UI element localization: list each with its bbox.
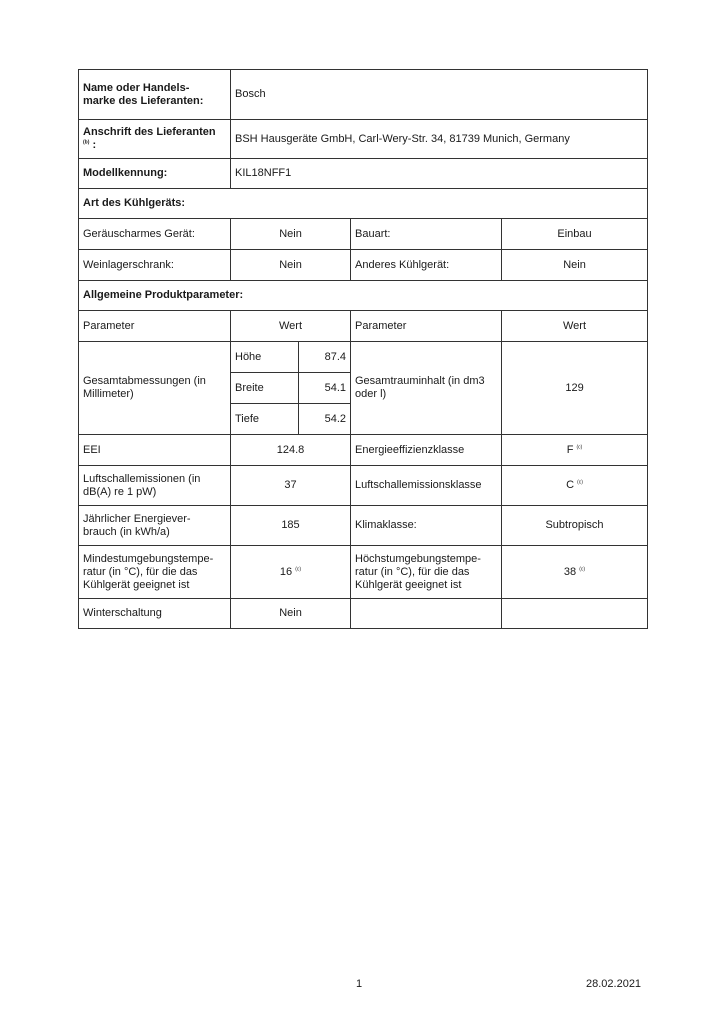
consumption-value: 185 xyxy=(231,506,351,546)
max-temp-cell xyxy=(502,546,648,599)
model-row xyxy=(79,159,648,189)
max-temp-label-line2: ratur (in °C), für die das xyxy=(355,565,470,578)
min-temp-cell xyxy=(231,546,351,599)
noise-row xyxy=(79,466,648,506)
volume-label: Gesamtrauminhalt (in dm3 oder l) xyxy=(351,342,502,435)
supplier-address-label xyxy=(79,120,231,159)
min-temp-label xyxy=(79,546,231,599)
energy-class-note: (c) xyxy=(576,443,583,450)
min-temp-label-line1: Mindestumgebungstempe- xyxy=(83,552,214,565)
eei-label: EEI xyxy=(79,435,231,466)
supplier-name-row xyxy=(79,70,648,120)
other-value: Nein xyxy=(502,250,648,281)
supplier-address-row xyxy=(79,120,648,159)
noise-value: 37 xyxy=(231,466,351,506)
winter-row xyxy=(79,599,648,629)
page-number: 1 xyxy=(356,978,363,990)
model-label: Modellkennung: xyxy=(79,159,231,189)
min-temp-label-line2: ratur (in °C), für die das xyxy=(83,565,198,578)
dims-row-height xyxy=(79,342,648,373)
model-value: KIL18NFF1 xyxy=(231,159,648,189)
depth-value: 54.2 xyxy=(299,404,351,435)
supplier-name-label xyxy=(79,70,231,120)
supplier-address-note: (b) xyxy=(83,139,90,146)
col-value-header: Wert xyxy=(231,311,351,342)
eei-row xyxy=(79,435,648,466)
consumption-label xyxy=(79,506,231,546)
low-noise-label: Geräuscharmes Gerät: xyxy=(79,219,231,250)
wine-value: Nein xyxy=(231,250,351,281)
temp-row xyxy=(79,546,648,599)
noise-label: Luftschallemissionen (in dB(A) re 1 pW) xyxy=(79,466,231,506)
volume-value: 129 xyxy=(502,342,648,435)
noise-class-cell xyxy=(502,466,648,506)
energy-class-cell xyxy=(502,435,648,466)
params-heading: Allgemeine Produktparameter: xyxy=(79,281,648,311)
footer-date: 28.02.2021 xyxy=(586,978,642,990)
consumption-label-line1: Jährlicher Energiever- xyxy=(83,512,191,525)
consumption-row xyxy=(79,506,648,546)
consumption-label-line2: brauch (in kWh/a) xyxy=(83,525,170,538)
winter-value: Nein xyxy=(231,599,351,629)
supplier-name-label-line1: Name oder Handels- xyxy=(83,81,190,94)
params-heading-row xyxy=(79,281,648,311)
dims-label: Gesamtabmessungen (in Millimeter) xyxy=(79,342,231,435)
design-value: Einbau xyxy=(502,219,648,250)
wine-label: Weinlagerschrank: xyxy=(79,250,231,281)
supplier-name-label-line2: marke des Lieferanten: xyxy=(83,94,204,107)
min-temp-value: 16 xyxy=(279,565,293,578)
col-param-header: Parameter xyxy=(79,311,231,342)
min-temp-note: (c) xyxy=(295,565,302,572)
max-temp-note: (c) xyxy=(579,565,586,572)
height-label: Höhe xyxy=(231,342,299,373)
max-temp-label xyxy=(351,546,502,599)
wine-row xyxy=(79,250,648,281)
min-temp-label-line3: Kühlgerät geeignet ist xyxy=(83,578,190,591)
noise-class-value: C xyxy=(566,479,575,491)
winter-empty-cell-2 xyxy=(502,599,648,629)
other-label: Anderes Kühlgerät: xyxy=(351,250,502,281)
design-label: Bauart: xyxy=(351,219,502,250)
climate-value: Subtropisch xyxy=(502,506,648,546)
params-header-row xyxy=(79,311,648,342)
noise-class-note: (c) xyxy=(577,479,583,486)
climate-label: Klimaklasse: xyxy=(351,506,502,546)
noise-class-label: Luftschallemissionsklasse xyxy=(351,466,502,506)
depth-label: Tiefe xyxy=(231,404,299,435)
appliance-type-heading: Art des Kühlgeräts: xyxy=(79,189,648,219)
max-temp-value: 38 xyxy=(563,565,577,578)
width-value: 54.1 xyxy=(299,373,351,404)
product-info-table xyxy=(78,69,648,629)
energy-class-label: Energieeffizienzklasse xyxy=(351,435,502,466)
max-temp-label-line1: Höchstumgebungstempe- xyxy=(355,552,481,565)
col-value2-header: Wert xyxy=(502,311,648,342)
winter-label: Winterschaltung xyxy=(79,599,231,629)
appliance-type-heading-row xyxy=(79,189,648,219)
low-noise-value: Nein xyxy=(231,219,351,250)
winter-empty-cell-1 xyxy=(351,599,502,629)
supplier-name-value: Bosch xyxy=(231,70,648,120)
eei-value: 124.8 xyxy=(231,435,351,466)
max-temp-label-line3: Kühlgerät geeignet ist xyxy=(355,578,462,591)
supplier-address-colon: : xyxy=(92,139,97,151)
energy-class-value: F xyxy=(566,443,574,456)
col-param2-header: Parameter xyxy=(351,311,502,342)
supplier-address-value: BSH Hausgeräte GmbH, Carl-Wery-Str. 34, 81739 Munich, Germany xyxy=(231,120,648,159)
height-value: 87.4 xyxy=(299,342,351,373)
width-label: Breite xyxy=(231,373,299,404)
supplier-address-label-text: Anschrift des Lieferanten xyxy=(83,126,216,138)
low-noise-row xyxy=(79,219,648,250)
